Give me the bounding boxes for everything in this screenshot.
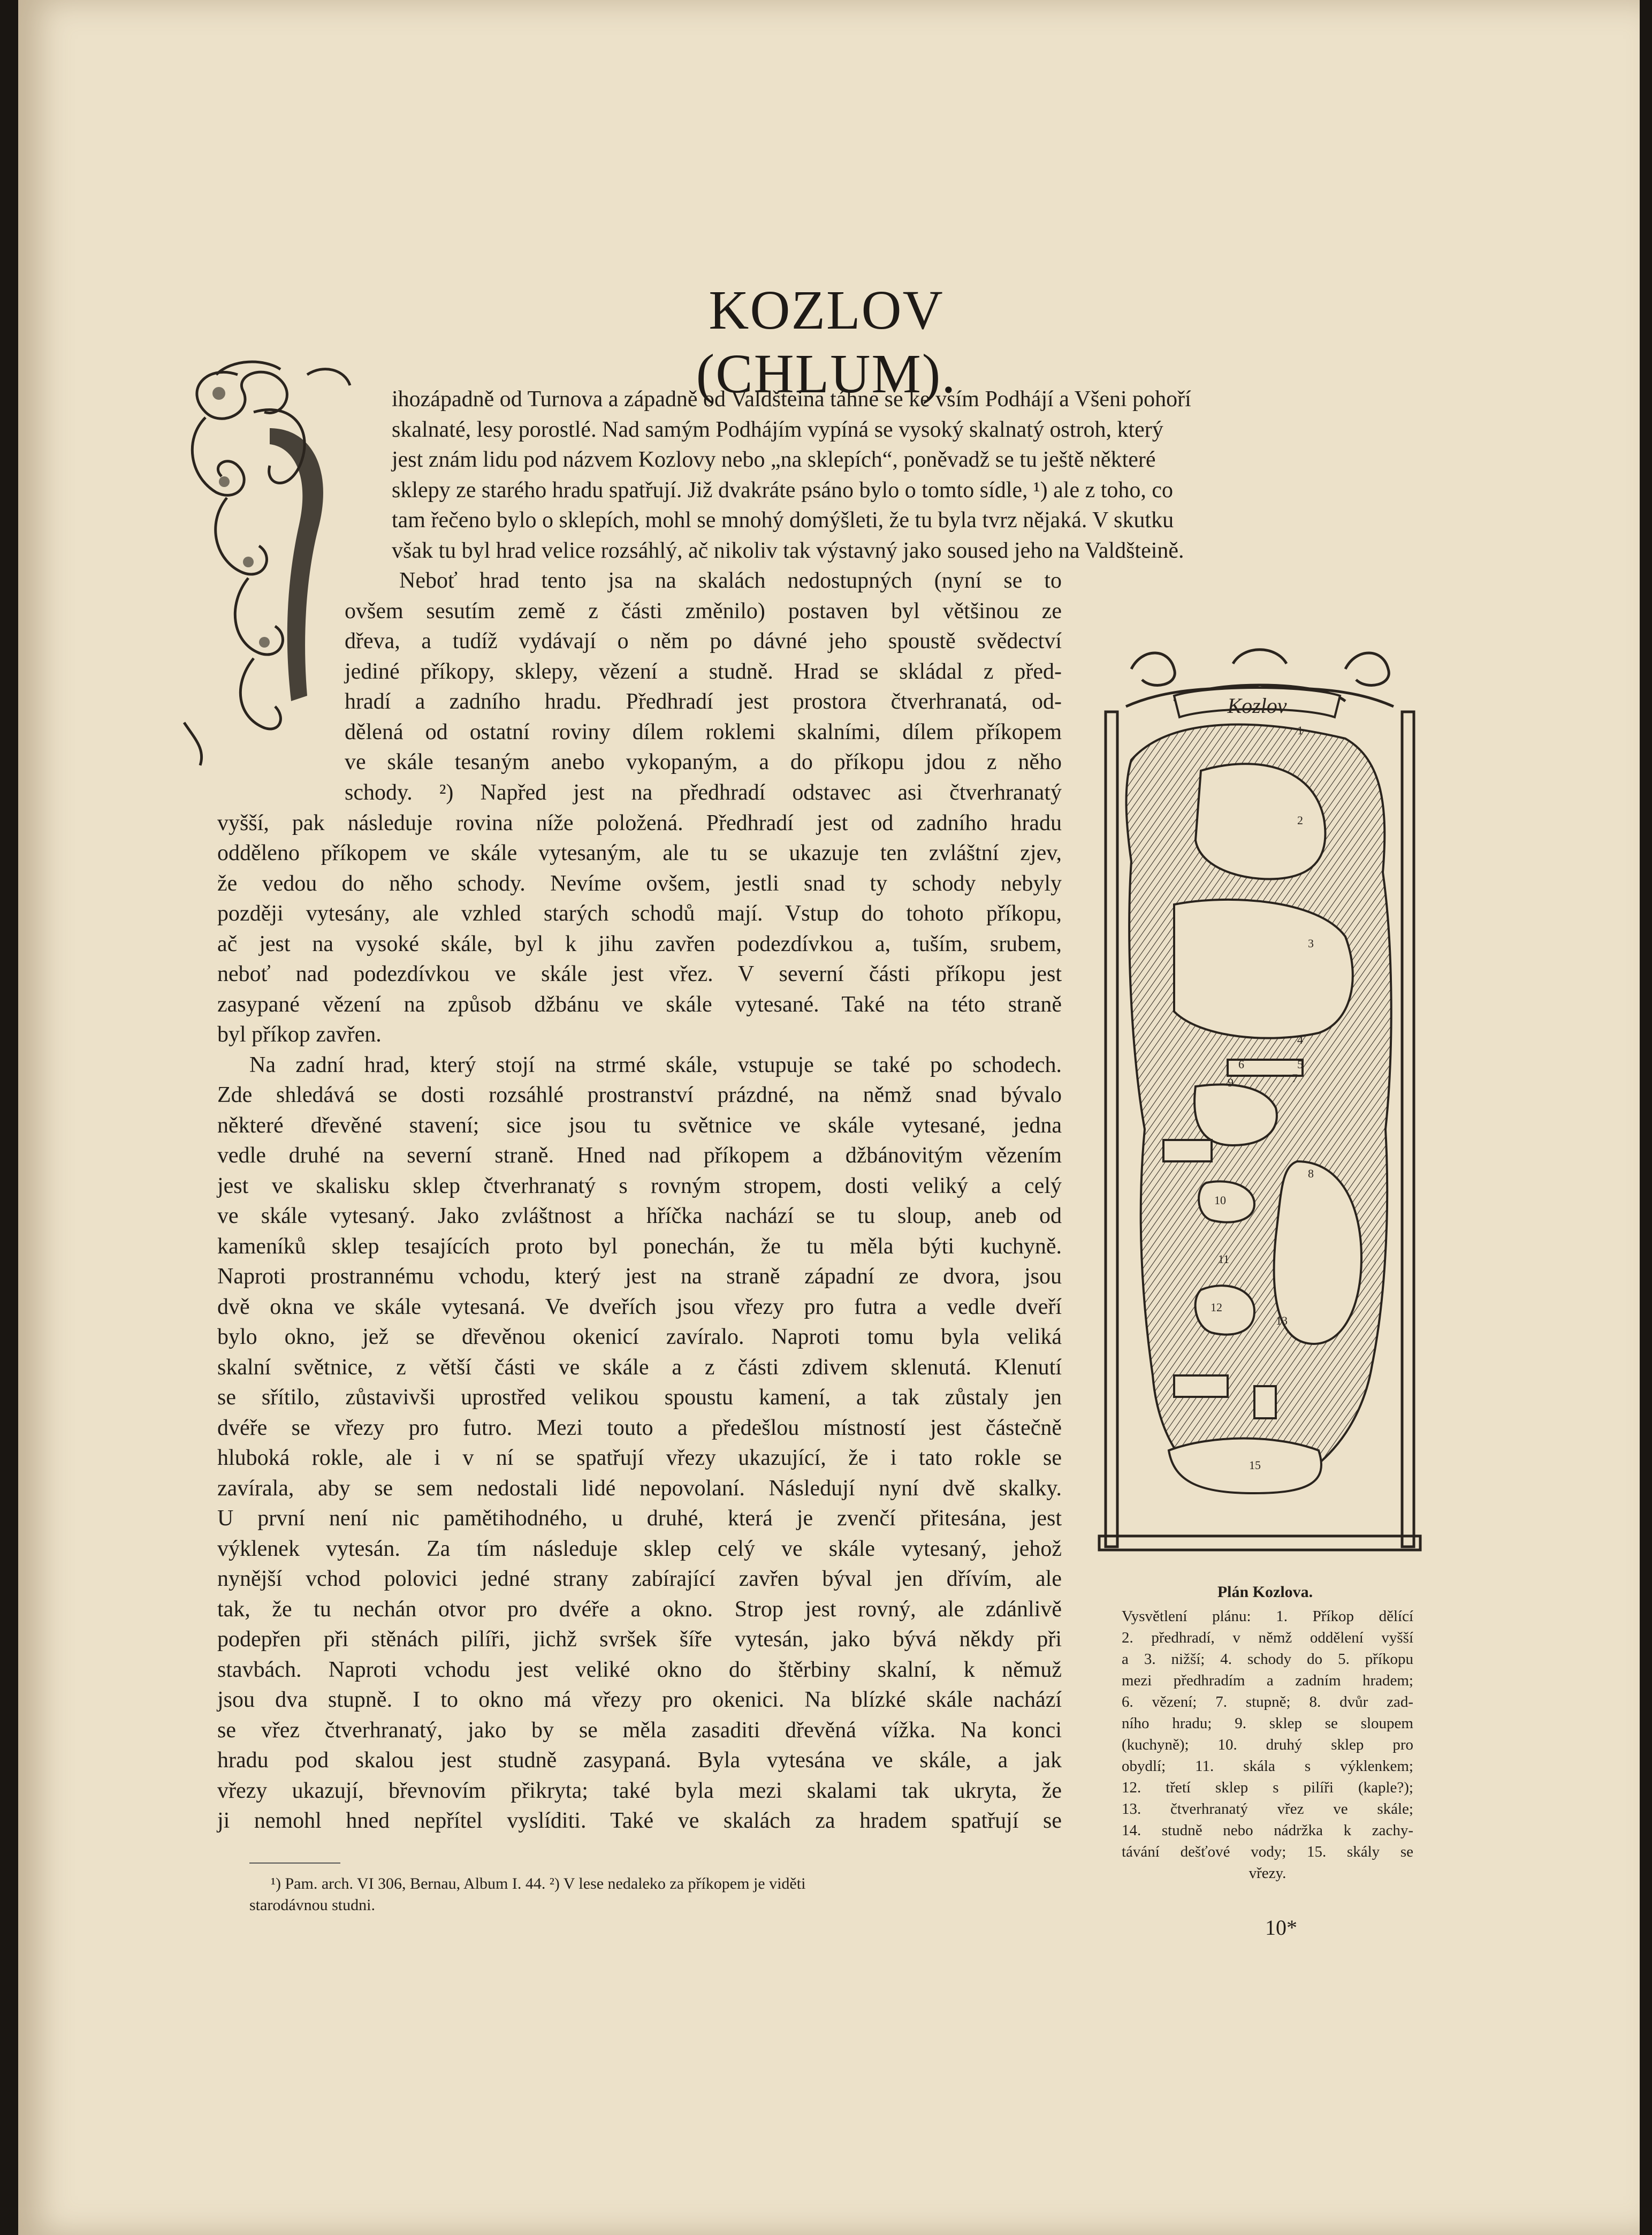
plan-number: 10 (1214, 1193, 1226, 1207)
text-line: však tu byl hrad velice rozsáhlý, ač nikoliv tak výstavný jako soused jeho na Valdšteině. (392, 538, 1184, 563)
text-line: hluboká rokle, ale i v ní se spatřují vřezy ukazující, že i tato rokle se (217, 1446, 1062, 1470)
footnote-line: ¹) Pam. arch. VI 306, Bernau, Album I. 44. ²) V lese nedaleko za příkopem je viděti (271, 1875, 806, 1892)
plan-number: 2 (1297, 814, 1303, 827)
plan-caption-title: Plán Kozlova. (1217, 1583, 1313, 1601)
text-line: dřeva, a tudíž vydávají o něm po dávné jeho spoustě svědectví (345, 629, 1062, 653)
text-line: vedle druhé na severní straně. Hned nad příkopem a džbánovitým vězením (217, 1143, 1062, 1168)
book-page (18, 0, 1640, 2235)
text-line: dvéře se vřezy pro futro. Mezi touto a předešlou místností jest částečně (217, 1415, 1062, 1440)
text-line: jsou dva stupně. I to okno má vřezy pro okenici. Na blízké skále nachází (217, 1687, 1062, 1712)
text-line: byl příkop zavřen. (217, 1022, 382, 1047)
plan-number: 8 (1308, 1167, 1314, 1180)
caption-line: (kuchyně); 10. druhý sklep pro (1122, 1736, 1413, 1753)
text-line: sklepy ze starého hradu spatřují. Již dvakráte psáno bylo o tomto sídle, ¹) ale z toho, co (392, 477, 1174, 503)
intro-paragraph (392, 384, 1191, 566)
text-line: zavírala, aby se sem nedostali lidé nepovolaní. Následují nyní dvě skalky. (217, 1476, 1062, 1501)
text-line: skalnaté, lesy porostlé. Nad samým Podhájím vypíná se vysoký skalnatý ostroh, který (392, 417, 1163, 442)
plan-number: 3 (1308, 937, 1314, 950)
caption-line: 2. předhradí, v němž oddělení vyšší (1122, 1629, 1413, 1646)
text-line: že vedou do něho schody. Nevíme ovšem, jestli snad ty schody nebyly (217, 871, 1062, 896)
plan-number: 4 (1297, 1033, 1303, 1046)
caption-line: a 3. nižší; 4. schody do 5. příkopu (1122, 1651, 1413, 1668)
text-line: ve skále vytesaný. Jako zvláštnost a hříčka nachází se tu sloup, aneb od (217, 1204, 1062, 1228)
text-line: výklenek vytesán. Za tím následuje sklep celý ve skále vytesaný, jehož (217, 1536, 1062, 1561)
text-line: se vřez čtverhranatý, jako by se měla zasaditi dřevěná vížka. Na konci (217, 1717, 1062, 1743)
text-line: některé dřevěné stavení; sice jsou tu světnice ve skále vytesané, jedna (217, 1113, 1062, 1138)
plan-number: 7 (1292, 1071, 1298, 1085)
text-line: jest znám lidu pod názvem Kozlovy nebo „na sklepích“, poněvadž se tu ještě některé (392, 447, 1156, 472)
text-line: ihozápadně od Turnova a západně od Valdšteina táhne se ke vsím Podhájí a Všeni pohoří (392, 387, 1191, 412)
text-line: Naproti prostrannému vchodu, který jest na straně západní ze dvora, jsou (217, 1264, 1062, 1289)
text-line: nynější vchod polovici jedné strany zabírající zavřen býval jen dřívím, ale (217, 1567, 1062, 1591)
caption-line: mezi předhradím a zadním hradem; (1122, 1672, 1413, 1689)
text-line: zasypané vězení na způsob džbánu ve skále vytesané. Také na této straně (217, 992, 1062, 1017)
footnote-line: starodávnou studni. (249, 1896, 375, 1914)
caption-line: 6. vězení; 7. stupně; 8. dvůr zad- (1122, 1693, 1413, 1711)
text-line: jediné příkopy, sklepy, vězení a studně. Hrad se skládal z před- (345, 659, 1062, 684)
plan-number: 13 (1276, 1314, 1288, 1327)
caption-line: 12. třetí sklep s pilíři (kaple?); (1122, 1779, 1413, 1796)
plan-number: 12 (1211, 1301, 1222, 1314)
caption-line: obydlí; 11. skála s výklenkem; (1122, 1758, 1413, 1775)
text-line: ji nemohl hned nepřítel vyslíditi. Také ve skalách za hradem spatřují se (217, 1808, 1062, 1833)
text-line: se sřítilo, zůstavivši uprostřed velikou spoustu kamení, a tak zůstaly jen (217, 1385, 1062, 1410)
castle-plan-illustration (1094, 648, 1426, 1579)
text-line: vřezy ukazují, břevnovím přikryta; také byla mezi skalami tak ukryta, že (217, 1778, 1062, 1803)
caption-line: távání dešťové vody; 15. skály se (1122, 1843, 1413, 1860)
text-line: schody. ²) Napřed jest na předhradí odstavec asi čtverhranatý (345, 780, 1062, 805)
caption-line: Vysvětlení plánu: 1. Příkop dělící (1122, 1608, 1413, 1625)
text-line: dělená od ostatní roviny dílem roklemi skalními, dílem příkopem (345, 719, 1062, 744)
page-title: KOZLOV (CHLUM). (696, 279, 957, 405)
text-line: později vytesány, ale vzhled starých schodů mají. Vstup do tohoto příkopu, (217, 901, 1062, 926)
plan-label: Kozlov (1227, 694, 1287, 718)
text-line: hradí a zadního hradu. Předhradí jest prostora čtverhranatá, od- (345, 689, 1062, 714)
text-line: Neboť hrad tento jsa na skalách nedostupných (nyní se to (399, 568, 1062, 593)
plan-number: 6 (1238, 1058, 1244, 1071)
caption-line: vřezy. (1248, 1865, 1286, 1882)
text-line: odděleno příkopem ve skále vytesaným, ale tu se ukazuje ten zvláštní zjev, (217, 841, 1062, 865)
plan-number: 11 (1218, 1252, 1230, 1266)
text-line: tak, že tu nechán otvor pro dvéře a okno. Strop jest rovný, ale zdánlivě (217, 1597, 1062, 1622)
text-line: stavbách. Naproti vchodu jest veliké okno do štěrbiny skalní, k němuž (217, 1657, 1062, 1682)
text-line: neboť nad podezdívkou ve skále jest vřez. V severní části příkopu jest (217, 962, 1062, 986)
text-line: Na zadní hrad, který stojí na strmé skále, vstupuje se také po schodech. (249, 1052, 1062, 1077)
caption-line: ního hradu; 9. sklep se sloupem (1122, 1715, 1413, 1732)
plan-number: 5 (1297, 1058, 1303, 1071)
plan-number: 15 (1249, 1458, 1261, 1472)
text-line: jest ve skalisku sklep čtverhranatý s rovným stropem, dosti veliký a celý (217, 1173, 1062, 1198)
page-number: 10* (1265, 1915, 1297, 1940)
plan-caption (1122, 1606, 1413, 1884)
footnotes (249, 1873, 1063, 1916)
text-line: hradu pod skalou jest studně zasypaná. Byla vytesána ve skále, a jak (217, 1748, 1062, 1773)
text-line: podepřen při stěnách pilíři, jichž svršek šíře vytesán, jako bývá někdy při (217, 1627, 1062, 1652)
text-line: kameníků sklep tesajících proto byl ponechán, že tu měla býti kuchyně. (217, 1234, 1062, 1259)
text-line: dvě okna ve skále vytesaná. Ve dveřích jsou vřezy pro futra a vedle dveří (217, 1294, 1062, 1319)
text-line: Zde shledává se dosti rozsáhlé prostranství prázdné, na němž snad bývalo (217, 1083, 1062, 1107)
text-line: ve skále tesaným anebo vykopaným, a do příkopu jdou z něho (345, 750, 1062, 774)
caption-line: 13. čtverhranatý vřez ve skále; (1122, 1800, 1413, 1818)
footnote-rule (249, 1863, 340, 1864)
text-line: ač jest na vysoké skále, byl k jihu zavřen podezdívkou a, tuším, srubem, (217, 931, 1062, 956)
body-paragraph-mid (345, 566, 1062, 778)
text-line: U první není nic pamětihodného, u druhé, která je zvenčí přitesána, jest (217, 1506, 1062, 1531)
text-line: tam řečeno bylo o sklepích, mohl se mnohý domýšleti, že tu byla tvrz nějaká. V skutku (392, 508, 1174, 533)
text-line: bylo okno, jež se dřevěnou okenicí zavíralo. Naproti tomu byla veliká (217, 1325, 1062, 1349)
body-paragraph-lower (217, 778, 1062, 1836)
text-line: skalní světnice, z větší části ve skále a z části zdivem sklenutá. Klenutí (217, 1355, 1062, 1380)
text-line: vyšší, pak následuje rovina níže položená. Předhradí jest od zadního hradu (217, 810, 1062, 835)
caption-line: 14. studně nebo nádržka k zachy- (1122, 1822, 1413, 1839)
plan-number: 9 (1228, 1076, 1234, 1089)
plan-number: 1 (1297, 724, 1303, 737)
text-line: ovšem sesutím země z části změnilo) postaven byl většinou ze (345, 598, 1062, 624)
